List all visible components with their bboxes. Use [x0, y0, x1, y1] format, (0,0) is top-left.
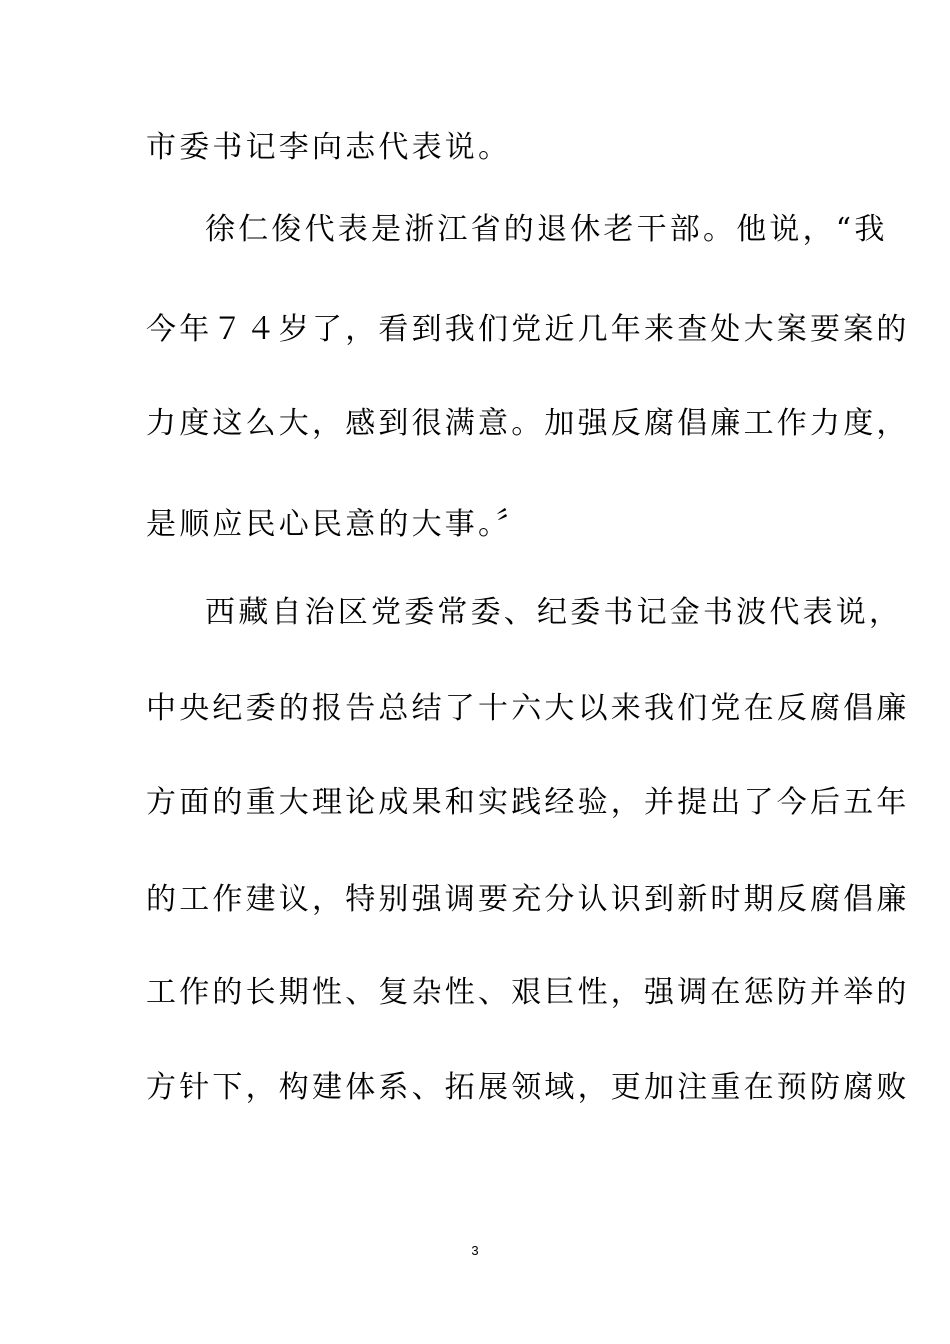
text-line-6: 西藏自治区党委常委、纪委书记金书波代表说， — [205, 595, 903, 630]
text-line-3: 今年７４岁了，看到我们党近几年来查处大案要案的 — [146, 312, 910, 347]
text-line-8: 方面的重大理论成果和实践经验，并提出了今后五年 — [146, 785, 910, 820]
text-line-5: 是顺应民心民意的大事。〞 — [146, 507, 530, 542]
text-line-4: 力度这么大，感到很满意。加强反腐倡廉工作力度， — [146, 406, 910, 441]
text-line-9: 的工作建议，特别强调要充分认识到新时期反腐倡廉 — [146, 882, 910, 917]
page-number: 3 — [471, 1243, 479, 1258]
text-line-1: 市委书记李向志代表说。 — [146, 130, 512, 165]
text-line-2: 徐仁俊代表是浙江省的退休老干部。他说，“我 — [205, 212, 888, 247]
text-line-11: 方针下，构建体系、拓展领域，更加注重在预防腐败 — [146, 1070, 910, 1105]
text-line-7: 中央纪委的报告总结了十六大以来我们党在反腐倡廉 — [146, 691, 910, 726]
text-line-10: 工作的长期性、复杂性、艰巨性，强调在惩防并举的 — [146, 975, 910, 1010]
